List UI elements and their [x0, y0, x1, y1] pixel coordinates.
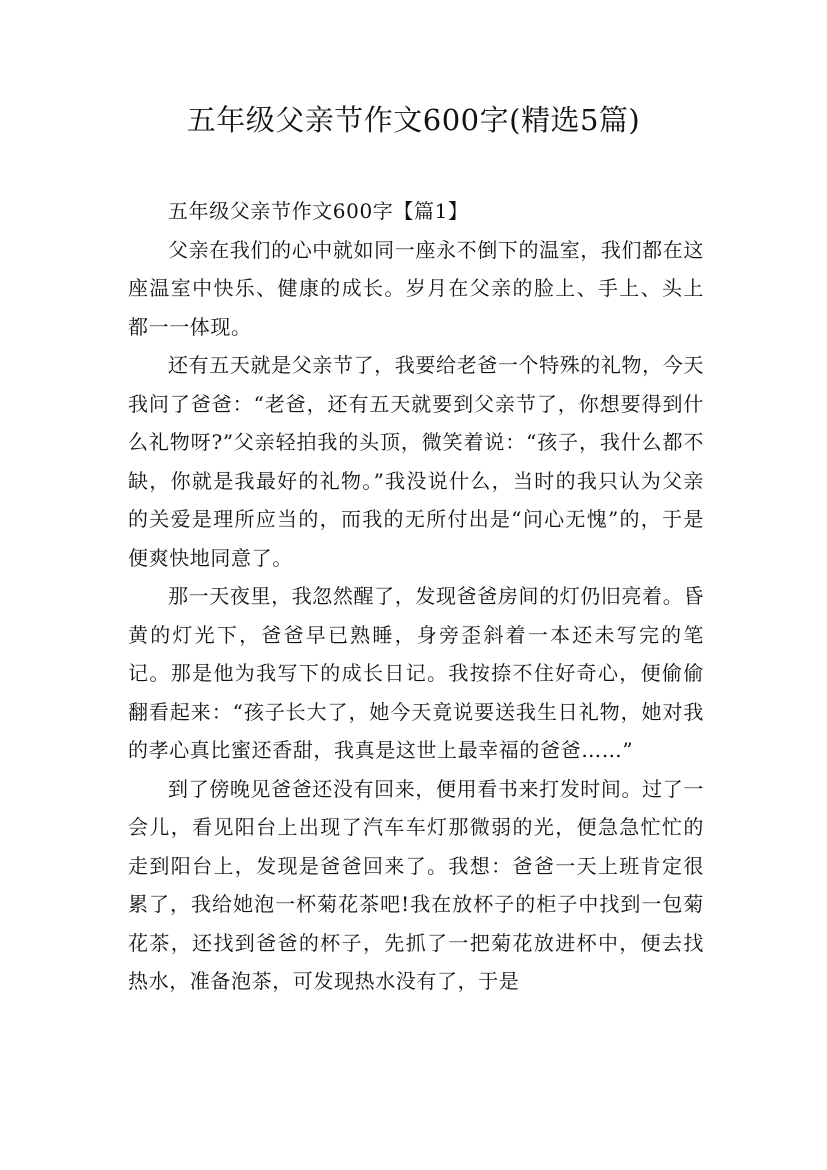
document-title: 五年级父亲节作文600字(精选5篇)	[186, 103, 641, 137]
section-heading: 五年级父亲节作文600字【篇1】	[168, 199, 469, 223]
paragraph-4: 到了傍晚见爸爸还没有回来，便用看书来打发时间。过了一会儿，看见阳台上出现了汽车车灯那微弱的光，便急急忙忙的走到阳台上，发现是爸爸回来了。我想：爸爸一天上班肯定很累了，我给她泡一杯菊花茶吧!我在放杯子的柜子中找到一包菊花茶，还找到爸爸的杯子，先抓了一把菊花放进杯中，便去找热水，准备泡茶，可发现热水没有了，于是	[128, 776, 704, 993]
paragraph-2: 还有五天就是父亲节了，我要给老爸一个特殊的礼物，今天我问了爸爸：“老爸，还有五天就要到父亲节了，你想要得到什么礼物呀?”父亲轻拍我的头顶，微笑着说：“孩子，我什么都不缺，你就是我最好的礼物。”我没说什么，当时的我只认为父亲的关爱是理所应当的，而我的无所付出是“问心无愧”的，于是便爽快地同意了。	[128, 353, 704, 570]
paragraph-3: 那一天夜里，我忽然醒了，发现爸爸房间的灯仍旧亮着。昏黄的灯光下，爸爸早已熟睡，身旁歪斜着一本还未写完的笔记。那是他为我写下的成长日记。我按捺不住好奇心，便偷偷翻看起来：“孩子长大了，她今天竟说要送我生日礼物，她对我的孝心真比蜜还香甜，我真是这世上最幸福的爸爸……”	[128, 584, 704, 762]
document-body	[128, 192, 704, 1001]
paragraph-1: 父亲在我们的心中就如同一座永不倒下的温室，我们都在这座温室中快乐、健康的成长。岁月在父亲的脸上、手上、头上都一一体现。	[128, 237, 704, 339]
